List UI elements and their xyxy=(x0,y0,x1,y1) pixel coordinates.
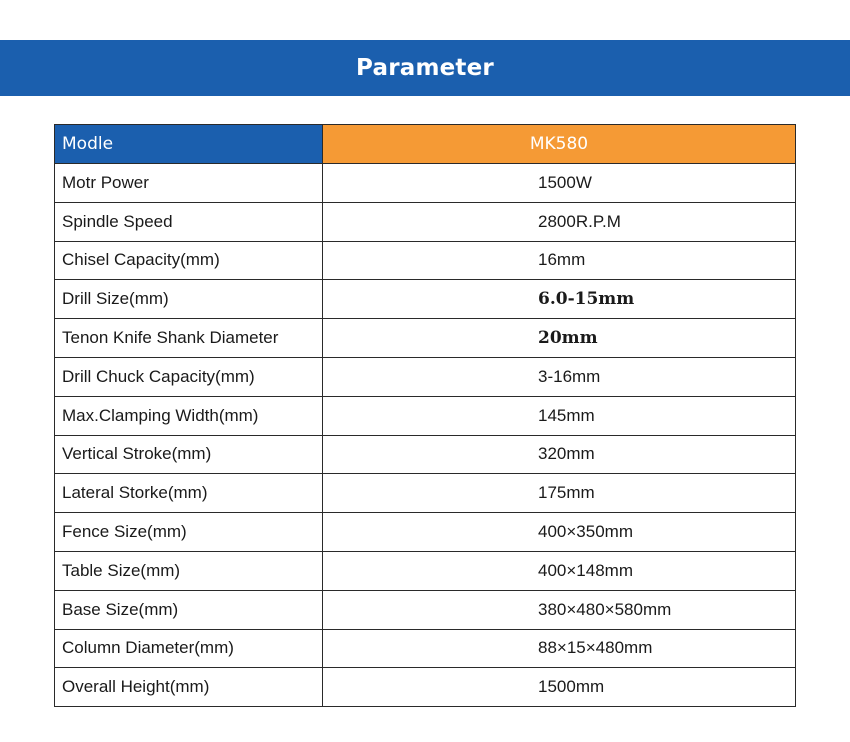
table-row xyxy=(55,551,796,590)
spec-label: Drill Chuck Capacity(mm) xyxy=(55,357,323,396)
spec-value: 16mm xyxy=(323,241,796,280)
spec-value: 6.0-15mm xyxy=(323,280,796,319)
page-title: Parameter xyxy=(356,55,494,81)
spec-label: Motr Power xyxy=(55,164,323,203)
spec-label: Drill Size(mm) xyxy=(55,280,323,319)
spec-label: Table Size(mm) xyxy=(55,551,323,590)
spec-value: 175mm xyxy=(323,474,796,513)
spec-value: 380×480×580mm xyxy=(323,590,796,629)
spec-value: 145mm xyxy=(323,396,796,435)
table-row xyxy=(55,241,796,280)
table-row xyxy=(55,164,796,203)
spec-label: Lateral Storke(mm) xyxy=(55,474,323,513)
parameter-banner xyxy=(0,40,850,96)
spec-value: 3-16mm xyxy=(323,357,796,396)
spec-value: 1500W xyxy=(323,164,796,203)
spec-label: Overall Height(mm) xyxy=(55,668,323,707)
table-row xyxy=(55,435,796,474)
spec-label: Fence Size(mm) xyxy=(55,513,323,552)
header-model-value: MK580 xyxy=(323,125,796,164)
spec-value: 1500mm xyxy=(323,668,796,707)
spec-label: Vertical Stroke(mm) xyxy=(55,435,323,474)
table-row xyxy=(55,668,796,707)
spec-value: 20mm xyxy=(323,319,796,358)
spec-table-body xyxy=(55,164,796,707)
spec-label: Max.Clamping Width(mm) xyxy=(55,396,323,435)
spec-table xyxy=(54,124,796,707)
spec-label: Tenon Knife Shank Diameter xyxy=(55,319,323,358)
spec-value: 88×15×480mm xyxy=(323,629,796,668)
table-row xyxy=(55,357,796,396)
spec-value: 400×148mm xyxy=(323,551,796,590)
table-row xyxy=(55,629,796,668)
table-row xyxy=(55,280,796,319)
table-header-row xyxy=(55,125,796,164)
spec-label: Column Diameter(mm) xyxy=(55,629,323,668)
table-row xyxy=(55,396,796,435)
spec-value: 2800R.P.M xyxy=(323,202,796,241)
spec-label: Chisel Capacity(mm) xyxy=(55,241,323,280)
table-row xyxy=(55,513,796,552)
header-model-label: Modle xyxy=(55,125,323,164)
table-row xyxy=(55,474,796,513)
spec-value: 400×350mm xyxy=(323,513,796,552)
table-row xyxy=(55,590,796,629)
table-row xyxy=(55,319,796,358)
spec-value: 320mm xyxy=(323,435,796,474)
table-row xyxy=(55,202,796,241)
spec-label: Spindle Speed xyxy=(55,202,323,241)
spec-label: Base Size(mm) xyxy=(55,590,323,629)
